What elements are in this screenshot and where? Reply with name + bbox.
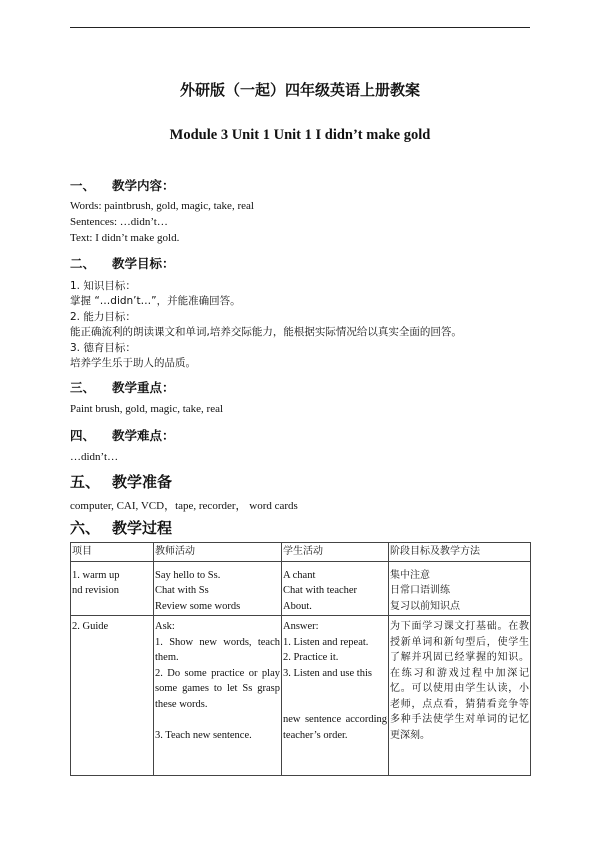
section-3-heading bbox=[70, 378, 175, 396]
table-row bbox=[71, 616, 531, 776]
section-number: 一、 bbox=[70, 178, 96, 193]
table-cell bbox=[154, 616, 282, 776]
cell-line: new sentence according teacher’s order. bbox=[283, 714, 387, 741]
table-header-cell: 教师活动 bbox=[154, 543, 282, 562]
table-header-row bbox=[71, 543, 531, 562]
table-cell bbox=[389, 616, 531, 776]
section-number: 六、 bbox=[70, 519, 101, 537]
cell-line: 2. Guide bbox=[72, 621, 109, 632]
section-title: 教学准备 bbox=[112, 473, 173, 491]
cell-line: 1. warm up bbox=[72, 569, 120, 581]
table-cell bbox=[71, 616, 154, 776]
cell-line: 2. Do some practice or play some games to let Ss grasp these words. bbox=[155, 667, 280, 710]
cell-line: Ask: bbox=[155, 621, 175, 632]
table-header-cell: 阶段目标及教学方法 bbox=[389, 543, 531, 562]
cell-line: Say hello to Ss. bbox=[155, 569, 221, 581]
cell-line: 2. Practice it. bbox=[283, 652, 339, 663]
cell-line: A chant bbox=[283, 569, 316, 581]
content-line: 2. 能力目标： bbox=[70, 311, 136, 323]
section-1-heading bbox=[70, 176, 175, 194]
document-title: 外研版（一起）四年级英语上册教案 bbox=[179, 81, 420, 99]
content-line: Words: paintbrush, gold, magic, take, real bbox=[70, 200, 254, 212]
section-number: 五、 bbox=[70, 473, 101, 491]
table-header-cell: 项目 bbox=[71, 543, 154, 562]
section-6-heading bbox=[70, 517, 172, 538]
table-cell bbox=[71, 561, 154, 616]
cell-line: Review some words bbox=[155, 600, 241, 612]
section-title: 教学内容： bbox=[112, 178, 175, 193]
content-line: Sentences: …didn’t… bbox=[70, 216, 168, 228]
teaching-process-table bbox=[70, 542, 531, 776]
cell-line: 复习以前知识点 bbox=[390, 600, 460, 612]
content-line: …didn’t… bbox=[70, 451, 119, 463]
cell-paragraph: 为下面学习课文打基础。在教授新单词和新句型后，使学生了解并巩固已经掌握的知识。在练习和游戏过程中加深记忆。可以使用由学生认读，小老师，点点看，猜猜看竞争等多种手法使学生对单词的记忆更深刻。 bbox=[390, 621, 529, 741]
section-number: 四、 bbox=[70, 428, 96, 443]
cell-line: nd revision bbox=[72, 585, 119, 596]
section-title: 教学难点： bbox=[112, 428, 175, 443]
cell-line: 1. Listen and repeat. bbox=[283, 636, 369, 648]
section-4-heading bbox=[70, 426, 175, 444]
cell-line: 3. Teach new sentence. bbox=[155, 729, 252, 741]
section-number: 二、 bbox=[70, 256, 96, 271]
section-5-heading bbox=[70, 471, 172, 492]
table-row bbox=[71, 561, 531, 616]
cell-line: 日常口语训练 bbox=[390, 585, 450, 596]
header-rule bbox=[70, 27, 530, 28]
table-cell bbox=[282, 561, 389, 616]
cell-line: Chat with teacher bbox=[283, 585, 358, 596]
content-line: Text: I didn’t make gold. bbox=[70, 232, 180, 244]
content-line: 能正确流利的朗读课文和单词,培养交际能力，能根据实际情况给以真实全面的回答。 bbox=[70, 326, 462, 338]
table-cell bbox=[154, 561, 282, 616]
section-title: 教学目标： bbox=[112, 256, 175, 271]
content-line: computer, CAI, VCD，tape, recorder， word cards bbox=[70, 500, 298, 512]
table-cell bbox=[282, 616, 389, 776]
cell-line: 集中注意 bbox=[390, 569, 430, 581]
section-2-heading bbox=[70, 254, 175, 272]
table-header-cell: 学生活动 bbox=[282, 543, 389, 562]
table-cell bbox=[389, 561, 531, 616]
cell-line: Answer: bbox=[283, 621, 319, 632]
content-line: 培养学生乐于助人的品质。 bbox=[70, 357, 196, 369]
section-title: 教学重点： bbox=[112, 380, 175, 395]
cell-line: About. bbox=[283, 600, 312, 612]
section-number: 三、 bbox=[70, 380, 96, 395]
section-title: 教学过程 bbox=[112, 519, 173, 537]
cell-line: Chat with Ss bbox=[155, 585, 209, 596]
content-line: 1. 知识目标： bbox=[70, 280, 136, 292]
document-subtitle: Module 3 Unit 1 Unit 1 I didn’t make gold bbox=[169, 127, 431, 143]
content-line: 掌握 “…didn’t…”，并能准确回答。 bbox=[70, 295, 241, 307]
content-line: 3. 德育目标： bbox=[70, 342, 136, 354]
cell-line: 1. Show new words, teach them. bbox=[155, 636, 280, 663]
content-line: Paint brush, gold, magic, take, real bbox=[70, 403, 224, 415]
cell-line: 3. Listen and use this bbox=[283, 667, 372, 679]
